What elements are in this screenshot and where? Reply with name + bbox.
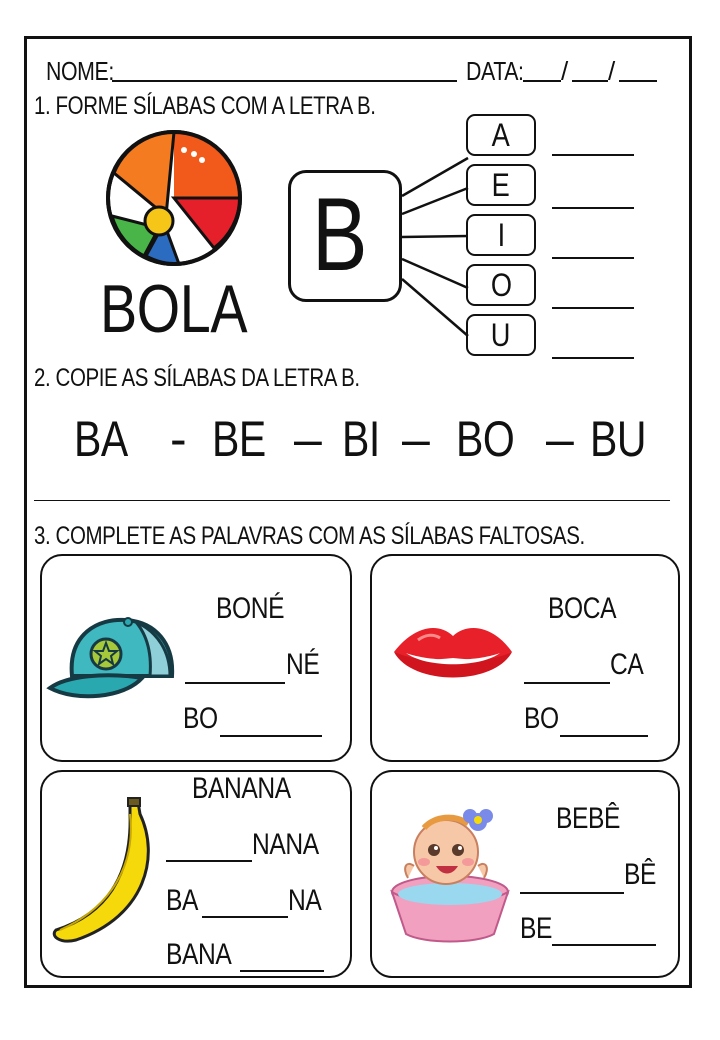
syllable-bo: BO <box>524 702 559 735</box>
name-label: NOME: <box>46 56 114 86</box>
syllable-ca: CA <box>610 648 644 681</box>
syllable-be-hat: BÊ <box>624 858 657 891</box>
syllable-separator: – <box>294 411 322 467</box>
blank-banana-2[interactable] <box>202 916 288 918</box>
vowel-box-o: O <box>466 264 536 306</box>
baby-icon <box>384 806 514 946</box>
syllable-ne: NÉ <box>286 648 320 681</box>
blank-bebe-2[interactable] <box>552 944 656 946</box>
syllable-na: NA <box>288 884 322 917</box>
syllable-bo: BO <box>456 411 515 467</box>
date-label: DATA: <box>466 56 524 86</box>
vowel-box-a: A <box>466 114 536 156</box>
copy-line[interactable] <box>34 500 670 501</box>
blank-banana-1[interactable] <box>166 860 252 862</box>
vowel-box-i: I <box>466 214 536 256</box>
blank-boca-1[interactable] <box>524 682 610 684</box>
word-banana: BANANA <box>192 772 291 805</box>
blank-bone-1[interactable] <box>185 682 285 684</box>
date-separator: / <box>561 56 568 86</box>
answer-line-o[interactable] <box>552 307 634 309</box>
syllable-ba: BA <box>74 411 128 467</box>
syllable-nana: NANA <box>252 828 319 861</box>
answer-line-a[interactable] <box>552 154 634 156</box>
syllable-bo: BO <box>183 702 218 735</box>
syllable-bana: BANA <box>166 938 232 971</box>
syllable-be: BE <box>212 411 266 467</box>
syllable-separator: - <box>170 411 187 467</box>
word-bebe: BEBÊ <box>556 802 620 835</box>
word-bone: BONÉ <box>216 592 285 625</box>
answer-line-e[interactable] <box>552 207 634 209</box>
word-bola: BOLA <box>100 271 248 347</box>
cap-icon <box>46 614 180 704</box>
answer-line-i[interactable] <box>552 257 634 259</box>
syllable-separator: – <box>546 411 574 467</box>
q2-title: 2. COPIE AS SÍLABAS DA LETRA B. <box>34 364 360 392</box>
vowel-box-e: E <box>466 164 536 206</box>
syllable-ba: BA <box>166 884 199 917</box>
blank-banana-3[interactable] <box>240 970 324 972</box>
syllable-bi: BI <box>342 411 380 467</box>
connector-lines <box>0 0 720 400</box>
blank-boca-2[interactable] <box>560 735 648 737</box>
letter-b: B <box>312 177 368 293</box>
syllable-separator: – <box>402 411 430 467</box>
banana-icon <box>46 796 164 946</box>
lips-icon <box>390 622 516 690</box>
blank-bone-2[interactable] <box>220 735 322 737</box>
answer-line-u[interactable] <box>552 357 634 359</box>
vowel-box-u: U <box>466 314 536 356</box>
syllable-be: BE <box>520 912 553 945</box>
date-separator: / <box>608 56 615 86</box>
syllable-bu: BU <box>590 411 647 467</box>
q3-title: 3. COMPLETE AS PALAVRAS COM AS SÍLABAS FALTOSAS. <box>34 522 585 550</box>
blank-bebe-1[interactable] <box>520 892 624 894</box>
q1-title: 1. FORME SÍLABAS COM A LETRA B. <box>34 92 376 120</box>
word-boca: BOCA <box>548 592 617 625</box>
